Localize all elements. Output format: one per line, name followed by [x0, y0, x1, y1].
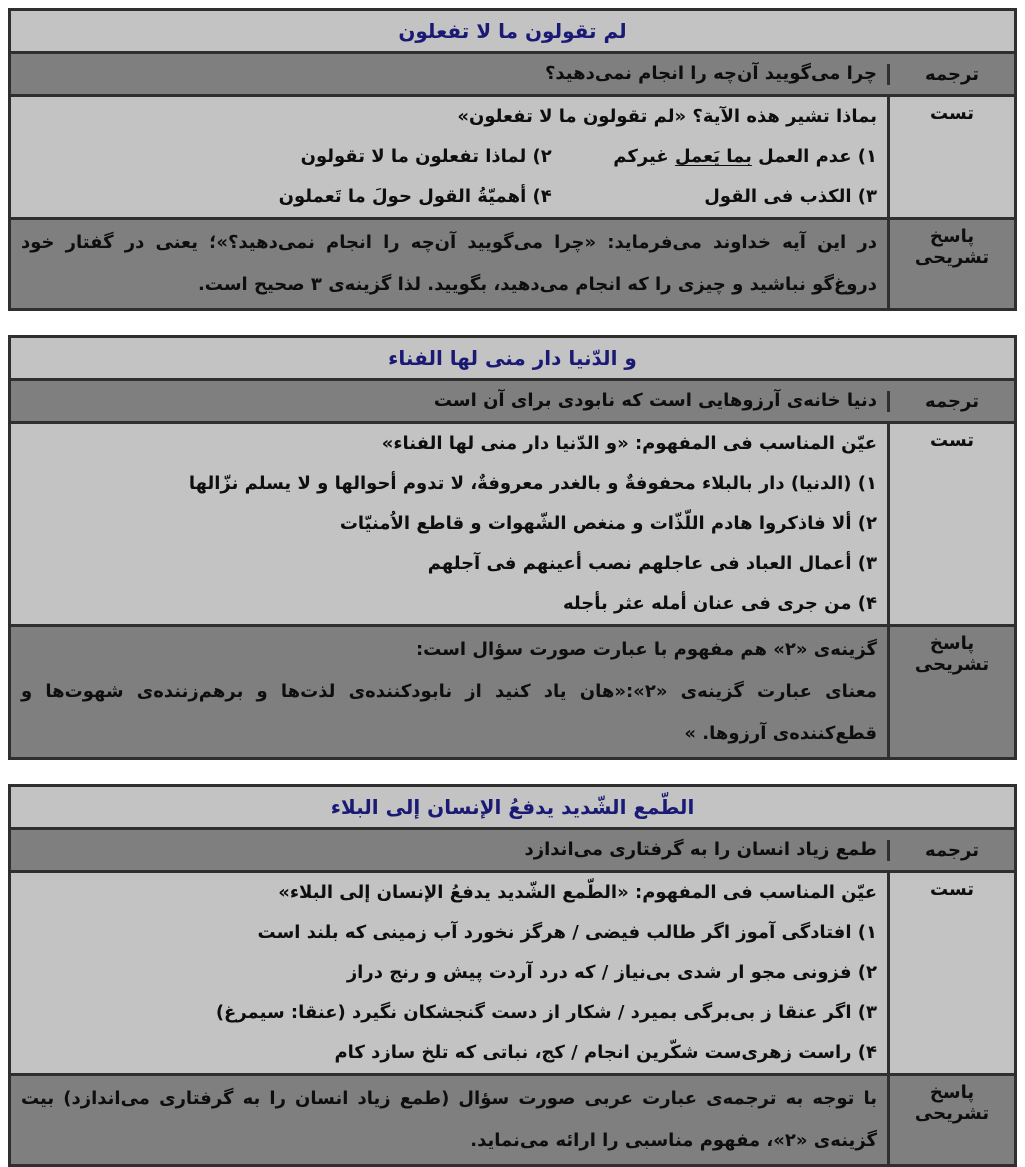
- option-1-pre: ۱) عدم العمل: [751, 146, 877, 167]
- option-4: ۴) أهمیّةُ القول حولَ ما تَعملون: [278, 186, 552, 207]
- option-3: ۳) اگر عنقا ز بی‌برگی بمیرد / شکار از دست گنجشکان نگیرد (عنقا: سیمرغ): [215, 1002, 877, 1023]
- table-1-explanation-row: [11, 217, 1014, 308]
- table-1-test-content: [11, 97, 887, 217]
- table-3-explanation-content: [11, 1076, 887, 1164]
- explanation-label: پاسخ تشریحی: [887, 1076, 1014, 1164]
- option-1: ۱) (الدنیا) دار بالبلاء محفوفةٌ و بالغدر معروفةٌ، لا تدوم أحوالها و لا یسلم نزّالها: [188, 473, 877, 494]
- test-label: تست: [887, 873, 1014, 1073]
- question-table-2: [8, 335, 1017, 760]
- table-2-title: و الدّنیا دار منی لها الفناء: [388, 346, 637, 370]
- option-1-underlined: بما یَعمل: [674, 146, 752, 167]
- option-2: ۲) لماذا تفعلون ما لا تقولون: [300, 146, 552, 167]
- table-3-explanation-row: [11, 1073, 1014, 1164]
- table-1-title: لم تقولون ما لا تفعلون: [398, 19, 627, 43]
- table-1-translation-row: [11, 51, 1014, 94]
- table-3-test-row: [11, 870, 1014, 1073]
- table-2-explanation-row: [11, 624, 1014, 757]
- explanation-paragraph: با توجه به ترجمه‌ی عبارت عربی صورت سؤال (طمع زیاد انسان را به گرفتاری می‌اندازد) بیت گزینه‌ی «۲»، مفهوم مناسبی را ارائه می‌نماید.: [21, 1088, 877, 1151]
- table-2-translation-text: دنیا خانه‌ی آرزوهایی است که نابودی برای آن است: [433, 390, 877, 411]
- option-2: ۲) ألا فاذکروا هادم اللّذّات و منغص الشّهوات و قاطع الاُمنیّات: [339, 513, 877, 534]
- table-3-test-question: عیّن المناسب فی المفهوم: «الطّمع الشّدید یدفعُ الإنسان إلی البلاء»: [278, 882, 877, 903]
- table-1-translation-text: چرا می‌گویید آن‌چه را انجام نمی‌دهید؟: [544, 63, 877, 84]
- table-1-options-grid: [21, 137, 877, 217]
- test-label: تست: [887, 97, 1014, 217]
- option-4: ۴) من جری فی عنان أمله عثر بأجله: [562, 593, 877, 614]
- option-3: ۳) أعمال العباد فی عاجلهم نصب أعینهم فی آجلهم: [427, 553, 877, 574]
- table-3-test-content: [11, 873, 887, 1073]
- question-table-1: [8, 8, 1017, 311]
- table-2-translation-row: [11, 378, 1014, 421]
- explanation-label: پاسخ تشریحی: [887, 627, 1014, 757]
- table-1-explanation-content: [11, 220, 887, 308]
- table-3-translation-row: [11, 827, 1014, 870]
- table-1-title-row: [11, 11, 1014, 51]
- option-1: ۱) افتادگی آموز اگر طالب فیضی / هرگز نخورد آب زمینی که بلند است: [257, 922, 877, 943]
- option-2: ۲) فزونی مجو ار شدی بی‌نیاز / که درد آردت پیش و رنج دراز: [346, 962, 877, 983]
- table-1-test-question: بماذا تشیر هذه الآیة؟ «لم تقولون ما لا تفعلون»: [457, 106, 877, 127]
- table-3-title: الطّمع الشّدید یدفعُ الإنسان إلی البلاء: [330, 795, 695, 819]
- explanation-paragraph-1: گزینه‌ی «۲» هم مفهوم با عبارت صورت سؤال است:: [415, 639, 877, 660]
- table-2-test-row: [11, 421, 1014, 624]
- table-2-title-row: [11, 338, 1014, 378]
- question-table-3: [8, 784, 1017, 1167]
- explanation-label: پاسخ تشریحی: [887, 220, 1014, 308]
- table-2-test-question: عیّن المناسب فی المفهوم: «و الدّنیا دار منی لها الفناء»: [381, 433, 877, 454]
- translation-label: ترجمه: [887, 64, 1014, 85]
- test-label: تست: [887, 424, 1014, 624]
- table-3-title-row: [11, 787, 1014, 827]
- explanation-paragraph-2: معنای عبارت گزینه‌ی «۲»:«هان یاد کنید از نابودکننده‌ی لذت‌ها و برهم‌زننده‌ی شهوت‌ها و قطع‌کننده‌ی آرزوها. »: [21, 681, 877, 744]
- table-2-test-content: [11, 424, 887, 624]
- option-4: ۴) راست زهری‌ست شکّرین انجام / کج، نباتی که تلخ سازد کام: [334, 1042, 877, 1063]
- translation-label: ترجمه: [887, 391, 1014, 412]
- table-2-explanation-content: [11, 627, 887, 757]
- table-3-translation-text: طمع زیاد انسان را به گرفتاری می‌اندازد: [524, 839, 877, 860]
- option-1-post: غیرکم: [613, 146, 675, 167]
- option-1: [552, 137, 877, 177]
- translation-label: ترجمه: [887, 840, 1014, 861]
- option-3: ۳) الکذب فی القول: [704, 186, 877, 207]
- table-1-test-row: [11, 94, 1014, 217]
- explanation-paragraph: در این آیه خداوند می‌فرماید: «چرا می‌گویید آن‌چه را انجام نمی‌دهید؟»؛ یعنی در گفتار خود دروغ‌گو نباشید و چیزی را که انجام می‌دهید، بگویید. لذا گزینه‌ی ۳ صحیح است.: [21, 232, 877, 295]
